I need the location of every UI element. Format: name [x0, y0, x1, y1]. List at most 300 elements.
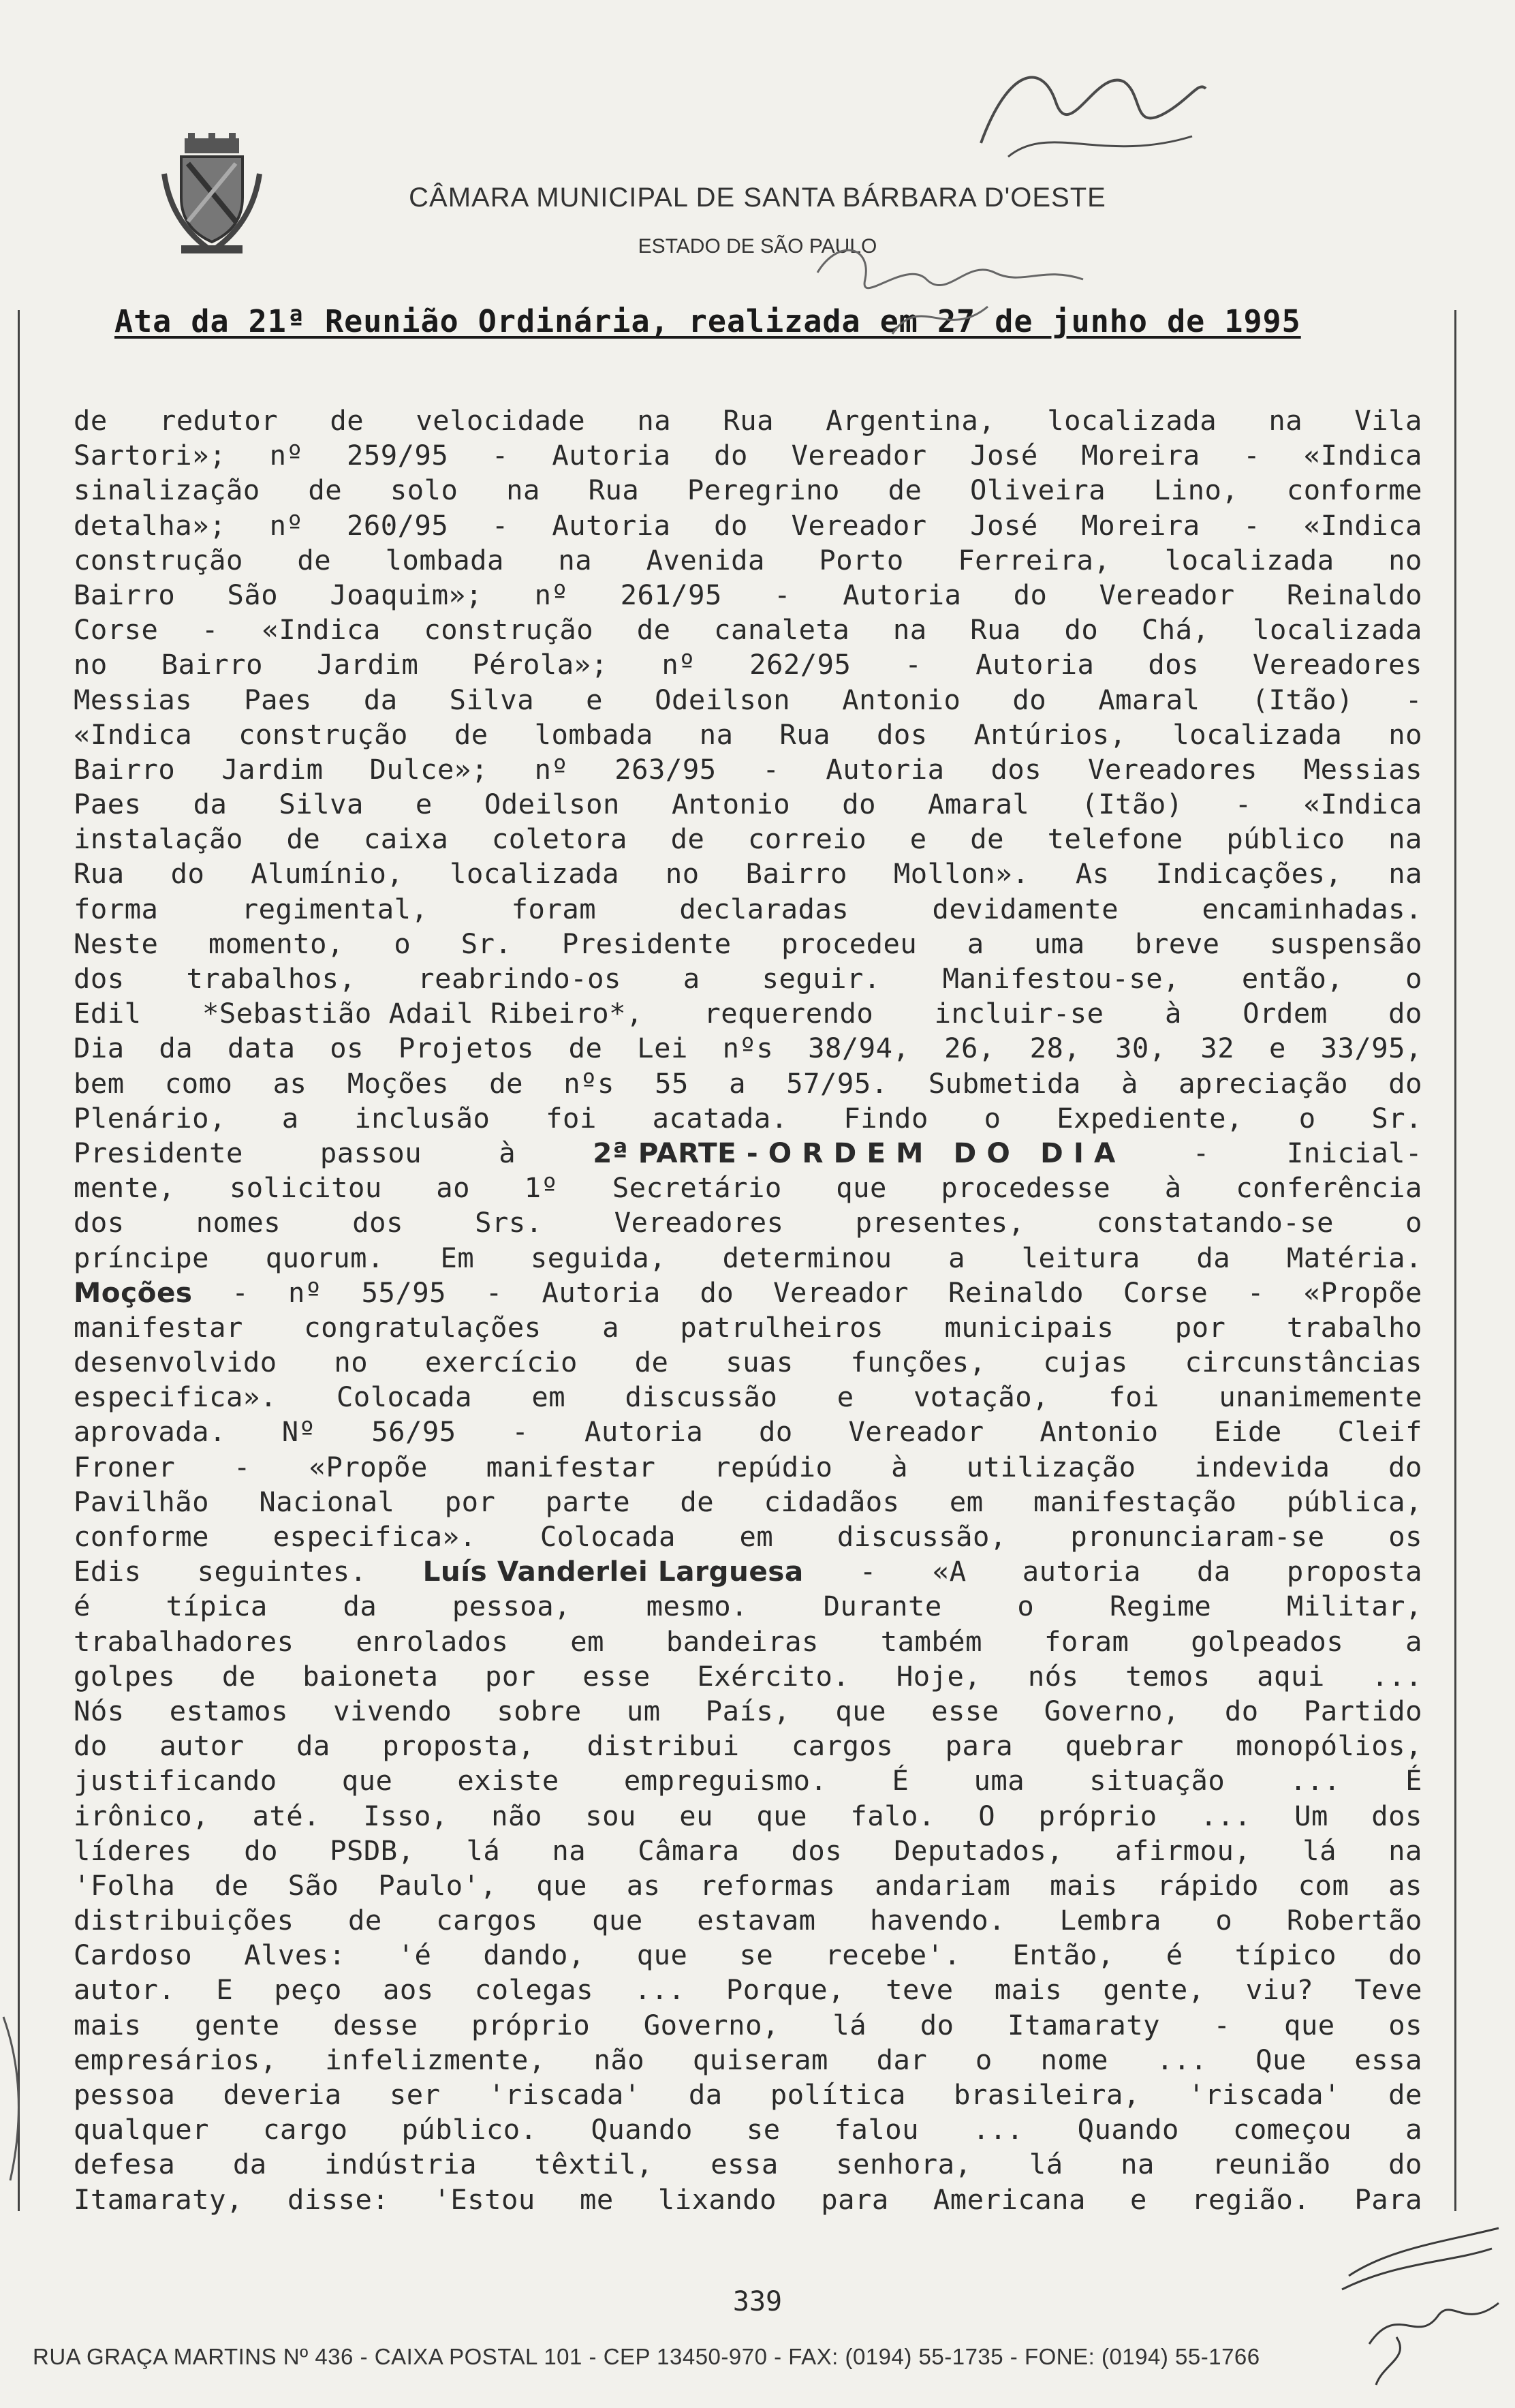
- word: Autoria: [542, 1276, 661, 1309]
- word: gente,: [1103, 1973, 1205, 2007]
- word: unanimemente: [1219, 1380, 1422, 1414]
- word: seguir.: [762, 962, 881, 995]
- word: não: [491, 1799, 542, 1832]
- word: a: [683, 962, 700, 995]
- word: desenvolvido: [74, 1346, 277, 1379]
- word: à: [1164, 1171, 1182, 1205]
- word: brasileira,: [954, 2078, 1140, 2111]
- word: foi: [1108, 1380, 1160, 1414]
- word: «Indica: [262, 613, 381, 647]
- word: -: [512, 1415, 529, 1449]
- word: da: [343, 1590, 377, 1623]
- word: construção: [74, 543, 243, 576]
- word: que: [836, 1171, 887, 1205]
- word: rápido: [1157, 1868, 1259, 1902]
- word: Oliveira: [970, 474, 1106, 507]
- word: «Indica: [1303, 508, 1422, 542]
- word: dos: [990, 752, 1042, 786]
- word: cargo: [263, 2113, 348, 2146]
- text-line: [74, 1415, 1422, 1449]
- word: recebe'.: [825, 1939, 961, 1972]
- word: de: [636, 613, 671, 647]
- word: Reinaldo: [948, 1276, 1084, 1309]
- word: próprio: [471, 2008, 591, 2041]
- text-line: [74, 752, 1422, 787]
- word: Expediente,: [1057, 1101, 1243, 1134]
- word: em: [570, 1624, 604, 1658]
- word: à: [499, 1136, 516, 1169]
- word: de: [670, 822, 705, 856]
- word: Autoria: [826, 752, 945, 786]
- word: detalha»;: [74, 508, 226, 542]
- word: Então,: [1012, 1939, 1114, 1972]
- text-line: [74, 856, 1422, 891]
- word: -: [1247, 1276, 1264, 1309]
- word: a: [1405, 1624, 1422, 1658]
- text-line: [74, 1276, 1422, 1310]
- word: com: [1298, 1868, 1349, 1902]
- word: do: [1388, 1939, 1422, 1972]
- word: de: [680, 1485, 715, 1518]
- word: pessoa,: [452, 1590, 572, 1623]
- text-line: [74, 1973, 1422, 2007]
- word: «Indica: [1303, 439, 1422, 472]
- word: incluir-se: [934, 997, 1104, 1030]
- word: breve: [1135, 927, 1220, 960]
- word: instalação: [74, 822, 243, 856]
- word: 262/95: [749, 648, 852, 681]
- word: autor.: [74, 1973, 176, 2007]
- word: regimental,: [241, 892, 428, 925]
- word: «Indica: [1303, 788, 1422, 821]
- word: se: [739, 1939, 774, 1972]
- text-line: [74, 2182, 1422, 2217]
- word: o: [1405, 1206, 1422, 1239]
- word: nº: [534, 752, 569, 786]
- word: do: [700, 1276, 734, 1309]
- word: municipais: [944, 1310, 1114, 1344]
- word: Vereadores: [1088, 752, 1258, 786]
- word: nós: [1027, 1659, 1079, 1693]
- word: Vereador: [791, 439, 927, 472]
- word: também: [880, 1624, 983, 1658]
- word: deveria: [223, 2078, 342, 2111]
- word: em: [531, 1380, 566, 1414]
- word: Quando: [1077, 2113, 1179, 2146]
- word: proposta: [1286, 1555, 1422, 1588]
- word: na: [1388, 857, 1422, 891]
- word: vivendo: [333, 1694, 452, 1727]
- word: -: [485, 1276, 503, 1309]
- word: Militar,: [1286, 1590, 1422, 1623]
- minutes-title: Ata da 21ª Reunião Ordinária, realizada em 27 de junho de 1995: [114, 303, 1301, 339]
- word: lá: [1302, 1834, 1337, 1867]
- word: Vila: [1354, 404, 1422, 437]
- word: Em: [440, 1241, 475, 1274]
- word: essa: [1354, 2043, 1422, 2076]
- word: Autoria: [552, 508, 671, 542]
- word: indevida: [1194, 1450, 1330, 1483]
- word: Paes: [244, 683, 312, 716]
- text-line: [74, 1066, 1422, 1101]
- word: de: [454, 717, 488, 751]
- word: Lembra: [1059, 1904, 1161, 1937]
- word: falou: [834, 2113, 920, 2146]
- word: disse:: [287, 2182, 390, 2216]
- word: o: [394, 927, 411, 960]
- word: quorum.: [265, 1241, 384, 1274]
- word: dos: [1371, 1799, 1422, 1832]
- word: Moreira: [1081, 439, 1200, 472]
- word: Alves:: [244, 1939, 346, 1972]
- margin-bracket-mark: [0, 2010, 27, 2187]
- word: do: [1013, 578, 1048, 611]
- word: Sr.: [1371, 1101, 1422, 1134]
- text-line: [74, 1589, 1422, 1624]
- word: (Itão): [1251, 683, 1354, 716]
- word: de: [330, 404, 364, 437]
- word: Mollon».: [893, 857, 1029, 891]
- word: -: [232, 1276, 249, 1309]
- word: típica: [166, 1590, 268, 1623]
- text-line: [74, 1694, 1422, 1729]
- word: Reinaldo: [1286, 578, 1422, 611]
- word: 260/95: [346, 508, 449, 542]
- word: temos: [1125, 1659, 1211, 1693]
- word: -: [1192, 1136, 1210, 1169]
- word: velocidade: [416, 404, 586, 437]
- page-number: 339: [732, 2286, 783, 2317]
- word: E: [216, 1973, 234, 2007]
- text-line: [74, 2078, 1422, 2112]
- word: de: [634, 1346, 669, 1379]
- word: construção: [424, 613, 594, 647]
- word: ser: [389, 2078, 441, 2111]
- word: Amaral: [928, 788, 1030, 821]
- word: São: [287, 1868, 339, 1902]
- word: à: [1164, 997, 1182, 1030]
- word: sinalização: [74, 474, 260, 507]
- text-line: [74, 2147, 1422, 2182]
- word: situação: [1089, 1764, 1225, 1797]
- word: a: [602, 1310, 619, 1344]
- text-line: [74, 1241, 1422, 1276]
- chamber-name: CÂMARA MUNICIPAL DE SANTA BÁRBARA D'OESTE: [409, 183, 1106, 213]
- word: 263/95: [614, 752, 717, 786]
- word: inclusão: [354, 1101, 490, 1134]
- word: foram: [1044, 1624, 1129, 1658]
- word: -: [905, 648, 922, 681]
- word: cujas: [1043, 1346, 1128, 1379]
- word: mais: [1050, 1868, 1118, 1902]
- word: -: [234, 1450, 251, 1483]
- word: mesmo.: [646, 1590, 748, 1623]
- word: que: [756, 1799, 808, 1832]
- word: à: [891, 1450, 908, 1483]
- word: suas: [725, 1346, 794, 1379]
- word: nomes: [196, 1206, 281, 1239]
- word: do: [714, 439, 748, 472]
- word: Governo,: [1044, 1694, 1180, 1727]
- word: solicitou: [229, 1171, 382, 1205]
- word: Avenida: [646, 543, 765, 576]
- word: da: [232, 2148, 267, 2181]
- word: para: [945, 1729, 1014, 1763]
- word: começou: [1232, 2113, 1352, 2146]
- word: especifica».: [74, 1380, 277, 1414]
- word: Autoria: [584, 1415, 704, 1449]
- text-line: [74, 1799, 1422, 1834]
- word: trabalho: [1286, 1310, 1422, 1344]
- word: Bairro: [74, 578, 176, 611]
- word: 38/94,: [808, 1032, 910, 1065]
- text-line: [74, 961, 1422, 996]
- word: Para: [1354, 2182, 1422, 2216]
- text-line: [74, 1519, 1422, 1554]
- word: de: [888, 474, 922, 507]
- word: da: [193, 788, 228, 821]
- word: mente,: [74, 1171, 176, 1205]
- word: ...: [1200, 1799, 1251, 1832]
- word: nome: [1040, 2043, 1109, 2076]
- word: ao: [436, 1171, 471, 1205]
- word: nº: [288, 1276, 322, 1309]
- word: reformas: [700, 1868, 836, 1902]
- word: Rua: [74, 857, 125, 891]
- word: -: [491, 508, 509, 542]
- word: 30,: [1114, 1032, 1166, 1065]
- text-line: [74, 1171, 1422, 1205]
- word: seguida,: [530, 1241, 666, 1274]
- word: Cleif: [1337, 1415, 1422, 1449]
- word: Vereadores: [614, 1206, 784, 1239]
- word: encaminhadas.: [1202, 892, 1422, 925]
- word: o: [1215, 1904, 1233, 1937]
- word: Odeilson: [655, 683, 791, 716]
- word: Americana: [933, 2182, 1086, 2216]
- word: data: [227, 1032, 296, 1065]
- word: Chá,: [1141, 613, 1210, 647]
- word: -: [1243, 508, 1261, 542]
- word: o: [1298, 1101, 1316, 1134]
- word: «A: [932, 1555, 967, 1588]
- word: Antúrios,: [973, 717, 1127, 751]
- word: nº: [269, 508, 304, 542]
- word: repúdio: [714, 1450, 833, 1483]
- word: à: [1121, 1066, 1138, 1100]
- word: justificando: [74, 1764, 277, 1797]
- word: Câmara: [638, 1834, 740, 1867]
- right-margin-rule: [1454, 310, 1456, 2211]
- word: lombada: [534, 717, 653, 751]
- word: especifica».: [272, 1520, 477, 1553]
- word: Submetida: [928, 1066, 1081, 1100]
- word: de: [489, 1066, 524, 1100]
- word: Que: [1255, 2043, 1307, 2076]
- word: estavam: [697, 1904, 816, 1937]
- word: as: [272, 1066, 307, 1100]
- word: Edil: [74, 997, 142, 1030]
- word: ...: [634, 1973, 685, 2007]
- word: por: [444, 1485, 496, 1518]
- word: na: [552, 1834, 587, 1867]
- word: peço: [274, 1973, 342, 2007]
- word: votação,: [913, 1380, 1050, 1414]
- word: *Sebastião Adail Ribeiro*,: [202, 997, 643, 1030]
- text-line: [74, 1624, 1422, 1659]
- word: «Propõe: [309, 1450, 428, 1483]
- word: as: [626, 1868, 661, 1902]
- word: Corse: [1123, 1276, 1208, 1309]
- word: na: [1268, 404, 1303, 437]
- word: estamos: [169, 1694, 288, 1727]
- word: -: [1213, 2008, 1231, 2041]
- word: nºs: [563, 1066, 614, 1100]
- text-line: [74, 1834, 1422, 1868]
- word: trabalhadores: [74, 1624, 294, 1658]
- word: Bairro: [74, 752, 176, 786]
- text-line: [74, 1938, 1422, 1973]
- text-line: [74, 1031, 1422, 1066]
- word: na: [506, 474, 540, 507]
- word: um: [626, 1694, 661, 1727]
- word: público: [1226, 822, 1345, 856]
- word: Pérola»;: [472, 648, 608, 681]
- word: Partido: [1303, 1694, 1422, 1727]
- word: bem: [74, 1066, 125, 1100]
- word: -: [1243, 439, 1261, 472]
- word: eu: [679, 1799, 714, 1832]
- word: Srs.: [475, 1206, 543, 1239]
- text-line: [74, 1485, 1422, 1519]
- word: Governo,: [643, 2008, 779, 2041]
- word: -: [762, 752, 780, 786]
- word: Alumínio,: [251, 857, 404, 891]
- word: existe: [457, 1764, 559, 1797]
- word: funções,: [850, 1346, 986, 1379]
- text-line: [74, 647, 1422, 682]
- text-line: [74, 1729, 1422, 1763]
- word: Colocada: [336, 1380, 473, 1414]
- word: dos: [1148, 648, 1200, 681]
- text-line: [74, 613, 1422, 647]
- word: do: [1388, 1450, 1422, 1483]
- word: enrolados: [356, 1624, 509, 1658]
- word: no: [334, 1346, 369, 1379]
- word: Bairro: [745, 857, 847, 891]
- word: Regime: [1109, 1590, 1212, 1623]
- word: Jardim: [317, 648, 419, 681]
- word: procedeu: [781, 927, 918, 960]
- word: Lino,: [1153, 474, 1239, 507]
- word: andariam: [875, 1868, 1011, 1902]
- word: golpeados: [1191, 1624, 1344, 1658]
- word: Moções: [347, 1066, 449, 1100]
- word: nº: [534, 578, 569, 611]
- word: Neste: [74, 927, 159, 960]
- word: aprovada.: [74, 1415, 226, 1449]
- word: para: [821, 2182, 889, 2216]
- word: Autoria: [552, 439, 671, 472]
- word: Colocada: [540, 1520, 676, 1553]
- word: lá: [832, 2008, 867, 2041]
- word: procedesse: [941, 1171, 1111, 1205]
- word: quebrar: [1065, 1729, 1184, 1763]
- word: cargos: [436, 1904, 538, 1937]
- word: 261/95: [620, 578, 722, 611]
- text-line: [74, 473, 1422, 508]
- word: 1º: [524, 1171, 559, 1205]
- word: utilização: [966, 1450, 1136, 1483]
- word: gente: [195, 2008, 280, 2041]
- word: Sartori»;: [74, 439, 226, 472]
- word: a: [1405, 2113, 1422, 2146]
- word: Durante: [823, 1590, 942, 1623]
- word: Messias: [1303, 752, 1422, 786]
- word: construção: [238, 717, 408, 751]
- word: Odeilson: [484, 788, 620, 821]
- word: na: [637, 404, 672, 437]
- word: Itamaraty,: [74, 2182, 243, 2216]
- text-line: [74, 683, 1422, 717]
- text-line: [74, 2043, 1422, 2078]
- word: na: [699, 717, 734, 751]
- word: Argentina,: [826, 404, 996, 437]
- word: mais: [74, 2008, 142, 2041]
- word: 57/95.: [786, 1066, 888, 1100]
- word: Peregrino: [687, 474, 840, 507]
- word: telefone: [1047, 822, 1183, 856]
- word: As: [1075, 857, 1110, 891]
- word: declaradas: [679, 892, 849, 925]
- text-line: [74, 1380, 1422, 1415]
- word: Sr.: [460, 927, 512, 960]
- text-line: [74, 1345, 1422, 1380]
- word: nºs: [722, 1032, 774, 1065]
- word: dos: [74, 962, 125, 995]
- word: José: [970, 508, 1038, 542]
- word: de: [297, 543, 332, 576]
- word: 259/95: [346, 439, 449, 472]
- word: e: [1130, 2182, 1147, 2216]
- text-line: [74, 2008, 1422, 2043]
- word: coletora: [491, 822, 627, 856]
- word: leitura: [1021, 1241, 1140, 1274]
- word: localizada: [450, 857, 619, 891]
- word: do: [74, 1729, 108, 1763]
- word: lombada: [385, 543, 504, 576]
- word: exercício: [424, 1346, 578, 1379]
- word: desse: [333, 2008, 418, 2041]
- text-line: [74, 1659, 1422, 1694]
- word: Moreira: [1081, 508, 1200, 542]
- word: 26,: [944, 1032, 995, 1065]
- word: Corse: [74, 613, 159, 647]
- word: Cardoso: [74, 1939, 193, 1972]
- word: por: [1174, 1310, 1226, 1344]
- word: do: [1012, 683, 1047, 716]
- word: de: [970, 822, 1005, 856]
- word: de: [308, 474, 343, 507]
- word: Rua: [779, 717, 831, 751]
- word: de: [348, 1904, 382, 1937]
- word: Paes: [74, 788, 142, 821]
- word: do: [1224, 1694, 1259, 1727]
- word: sou: [585, 1799, 636, 1832]
- footer-address: RUA GRAÇA MARTINS Nº 436 - CAIXA POSTAL 101 - CEP 13450-970 - FAX: (0194) 55-1735 - FONE: (0194) 55-1766: [33, 2344, 1260, 2369]
- text-line: [74, 403, 1422, 438]
- word: proposta,: [382, 1729, 535, 1763]
